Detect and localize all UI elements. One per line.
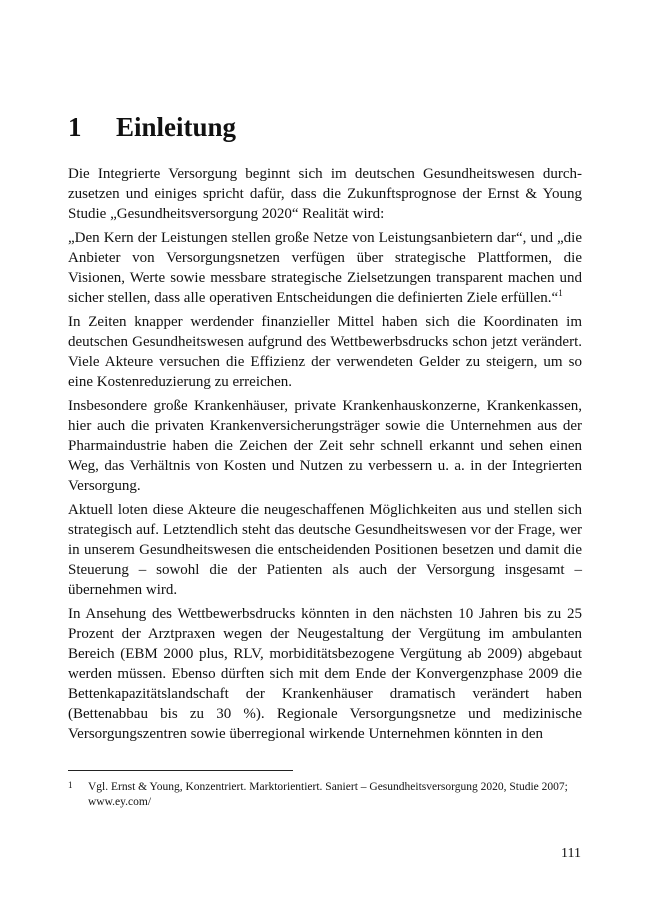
footnote-reference[interactable]: 1 [558,288,563,298]
paragraph-strategy: Aktuell loten diese Akteure die neugeschaffenen Möglichkeiten aus und stellen sich strategisch auf. Letztendlich steht das deutsche Gesundheitswesen vor der Frage, wer in unserem Gesundheitswesen die entscheidenden Positionen besetzen und damit die Steuerung – sowohl die der Patienten als auch der Versorgung insgesamt – übernehmen wird. [68,502,582,598]
footnote-text: Vgl. Ernst & Young, Konzentriert. Marktorientiert. Saniert – Gesundheitsversorgung 2020, Studie 2007; www.ey.com/ [88,781,568,808]
footnote [68,780,582,810]
footnote-divider [68,770,293,771]
paragraph-quote-text: „Den Kern der Leistungen stellen große Netze von Leistungsanbietern dar“, und „die Anbieter von Versorgungsnetzen verfügen über strategische Plattformen, die Visionen, Werte sowie messbare strategische Zielsetzungen transparent machen und sicher stellen, dass alle operativen Entscheidungen die definierten Ziele erfüllen.“ [68,230,582,306]
paragraph-coordinates: In Zeiten knapper werdender finanzieller Mittel haben sich die Koordinaten im deutschen Gesundheitswesen aufgrund des Wettbewerbsdrucks schon jetzt verändert. Viele Akteure versuchen die Effizienz der verwendeten Gelder zu steigern, um so eine Kostenreduzierung zu erreichen. [68,314,582,390]
paragraph-quote [68,228,582,308]
chapter-heading [68,112,236,142]
chapter-number: 1 [68,112,82,142]
footnote-mark: 1 [68,780,73,790]
paragraph-competition: In Ansehung des Wettbewerbsdrucks könnten in den nächsten 10 Jahren bis zu 25 Prozent der Arztpraxen wegen der Neugestaltung der Vergütung im ambulanten Bereich (EBM 2000 plus, RLV, morbiditätsbezogene Vergütung ab 2009) abgebaut werden müssen. Ebenso dürften sich mit dem Ende der Konvergenzphase 2009 die Bettenkapazitätslandschaft der Krankenhäuser dramatisch verändert haben (Bettenabbau bis zu 30 %). Regionale Versorgungsnetze und medizinische Versorgungszentren sowie überregional wirkende Unternehmen könnten in den [68,606,582,742]
paragraph-actors: Insbesondere große Krankenhäuser, private Krankenhauskonzerne, Krankenkassen, hier auch die privaten Krankenversicherungsträger sowie die Unternehmen aus der Pharmaindustrie haben die Zeichen der Zeit sehr schnell erkannt und sehen einen Weg, das Verhältnis von Kosten und Nutzen zu verbessern u. a. in der Integrierten Versorgung. [68,398,582,494]
body-text [68,164,582,748]
paragraph-intro: Die Integrierte Versorgung beginnt sich im deutschen Gesundheitswesen durchzusetzen und einiges spricht dafür, dass die Zukunftsprognose der Ernst & Young Studie „Gesundheitsversorgung 2020“ Realität wird: [68,166,582,222]
page-number: 111 [561,846,581,861]
chapter-title: Einleitung [116,112,237,142]
